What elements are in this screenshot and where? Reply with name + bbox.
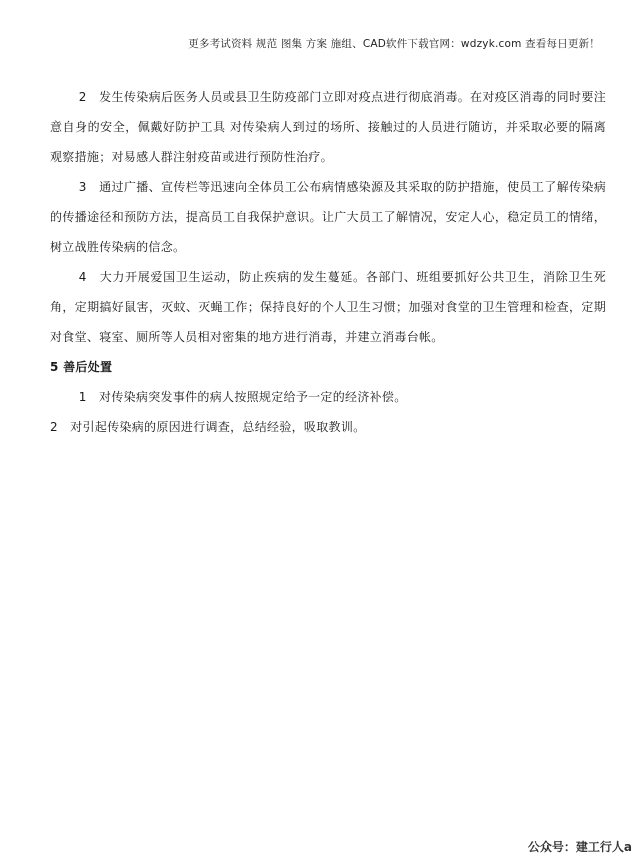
list-item-2: 2 对引起传染病的原因进行调查，总结经验，吸取教训。 bbox=[50, 420, 366, 434]
paragraph-4: 4 大力开展爱国卫生运动，防止疾病的发生蔓延。各部门、班组要抓好公共卫生，消除卫生死角，定期搞好鼠害，灭蚊、灭蝇工作；保持良好的个人卫生习惯；加强对食堂的卫生管理和检查，定期对食堂、寝室、厕所等人员相对密集的地方进行消毒，并建立消毒台帐。 bbox=[50, 270, 606, 344]
list-item-1: 1 对传染病突发事件的病人按照规定给予一定的经济补偿。 bbox=[78, 390, 407, 404]
page-header: 更多考试资料 规范 图集 方案 施组、CAD软件下载官网：wdzyk.com 查看每日更新！ bbox=[188, 38, 600, 50]
paragraph-3: 3 通过广播、宣传栏等迅速向全体员工公布病情感染源及其采取的防护措施，使员工了解传染病的传播途径和预防方法，提高员工自我保护意识。让广大员工了解情况，安定人心，稳定员工的情绪，树立战胜传染病的信念。 bbox=[50, 180, 606, 254]
page-footer: 公众号：建工行人a bbox=[527, 840, 632, 854]
paragraph-2: 2 发生传染病后医务人员或县卫生防疫部门立即对疫点进行彻底消毒。在对疫区消毒的同时要注意自身的安全，佩戴好防护工具 对传染病人到过的场所、接触过的人员进行随访，并采取必要的隔离观察措施；对易感人群注射疫苗或进行预防性治疗。 bbox=[50, 90, 606, 164]
section-title: 5 善后处置 bbox=[50, 360, 113, 374]
document-body bbox=[50, 82, 606, 442]
